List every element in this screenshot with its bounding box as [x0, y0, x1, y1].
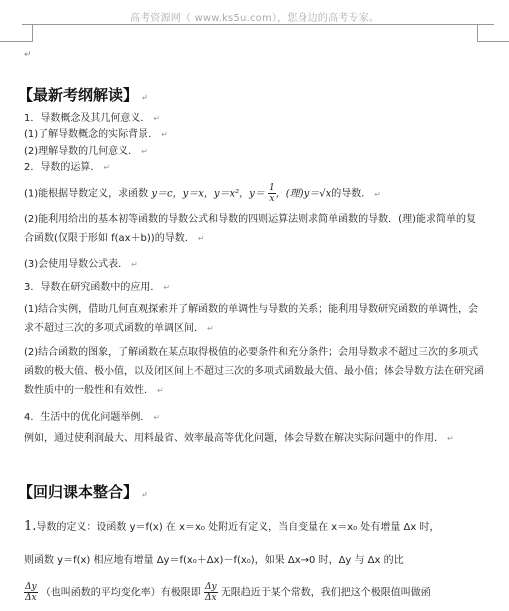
definition-line: 则函数 y＝f(x) 相应地有增量 Δy＝f(x₀＋Δx)－f(x₀)，如果 Δx→0 时，Δy 与 Δx 的比 — [24, 555, 404, 566]
corner-mark-right — [477, 24, 478, 42]
definition-line: $\frac{\Delta y}{\Delta x}$ （也叫函数的平均变化率）有极限即 $\frac{\Delta y}{\Delta x}$ 无限趋近于某个常数，我们把这个极限值叫做函 — [25, 582, 431, 603]
paragraph-mark: ↵ — [24, 50, 32, 60]
text-paragraph: (1)结合实例，借助几何直观探索并了解函数的单调性与导数的关系；能利用导数研究函数的单调性，会求不超过三次的多项式函数的单调区间． ↵ — [24, 304, 479, 334]
header-rule — [22, 24, 494, 25]
text-line: 1．导数概念及其几何意义． ↵ — [24, 113, 161, 124]
corner-mark-left — [22, 24, 33, 42]
text-line: (2)理解导数的几何意义． ↵ — [24, 146, 148, 157]
text-paragraph: 例如，通过使利润最大、用料最省、效率最高等优化问题，体会导数在解决实际问题中的作用． ↵ — [24, 433, 454, 444]
text-paragraph: (2)结合函数的图象，了解函数在某点取得极值的必要条件和充分条件；会用导数求不超过三次的多项式函数的极大值、极小值，以及闭区间上不超过三次的多项式函数最大值、最小值；体会导数方法在研究函数性质中的一般性和有效性． ↵ — [24, 347, 484, 396]
fraction-dy-dx: $\frac{\Delta y}{\Delta x}$ — [204, 582, 217, 603]
text-line: 3．导数在研究函数中的应用． ↵ — [24, 282, 171, 293]
corner-mark-left-h — [0, 41, 32, 42]
text-paragraph: (2)能利用给出的基本初等函数的导数公式和导数的四则运算法则求简单函数的导数．(理)能求简单的复合函数(仅限于形如 f(ax＋b))的导数． ↵ — [24, 214, 476, 244]
definition-line: 1.导数的定义：设函数 y＝f(x) 在 x＝x₀ 处附近有定义，当自变量在 x＝x₀ 处有增量 Δx 时， — [24, 519, 440, 534]
text-line: (1)了解导数概念的实际背景． ↵ — [24, 129, 168, 140]
page-header: 高考资源网（ www.ks5u.com），您身边的高考专家。 — [129, 13, 380, 24]
text-line: 4．生活中的优化问题举例． ↵ — [24, 412, 161, 423]
text-line: (3)会使用导数公式表． ↵ — [24, 259, 138, 270]
paragraph-mark: ↵ — [141, 489, 148, 499]
text-line: 2．导数的运算． ↵ — [24, 162, 111, 173]
fraction-dy-dx: $\frac{\Delta y}{\Delta x}$ — [25, 582, 37, 603]
section-title-1: 【最新考纲解读】 ↵ — [18, 86, 148, 104]
corner-mark-right-h — [477, 41, 509, 42]
paragraph-mark: ↵ — [141, 92, 148, 102]
derivative-definition-line: (1)能根据导数定义，求函数 y＝c，y＝x，y＝x²，y＝ $\frac{1}{x}$ ，(理)y＝√x的导数． ↵ — [24, 183, 381, 204]
fraction-one-over-x: $\frac{1}{x}$ — [269, 183, 275, 204]
section-title-2: 【回归课本整合】 ↵ — [18, 483, 148, 501]
